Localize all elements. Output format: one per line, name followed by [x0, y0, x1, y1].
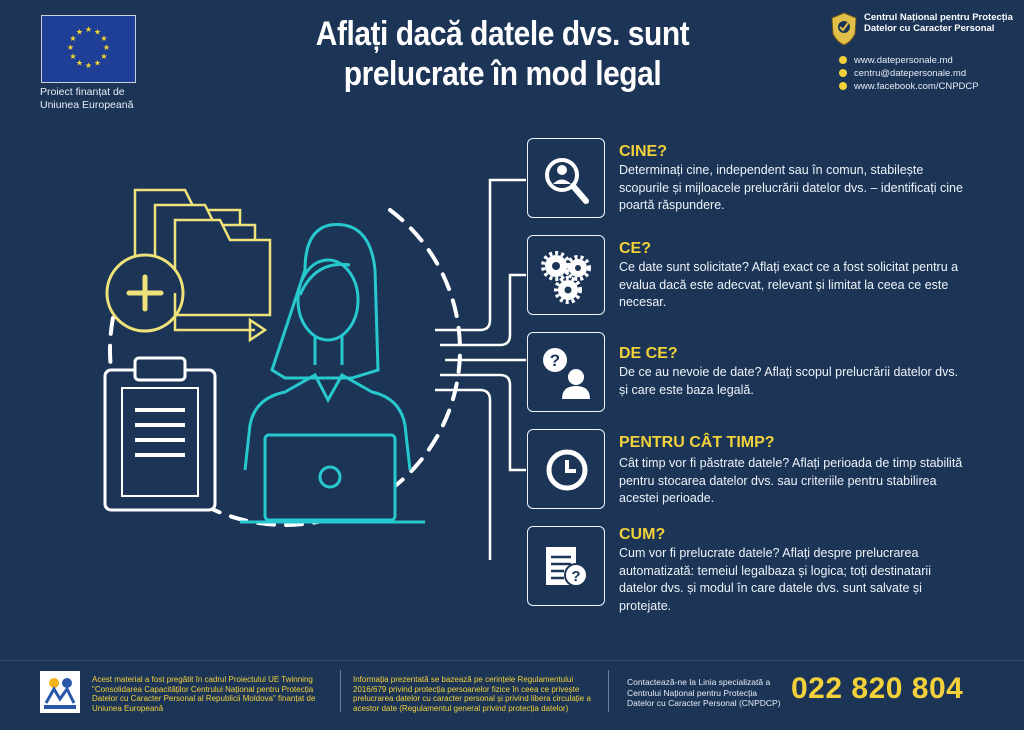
svg-text:★: ★	[69, 52, 77, 61]
footer-divider	[0, 660, 1024, 661]
svg-text:★: ★	[100, 52, 108, 61]
footer-contact-text: Contactează-ne la Linia specializată a Centrului Național pentru Protecția Datelor cu Caracter Personal (CNPDCP)	[627, 677, 781, 708]
svg-text:?: ?	[571, 568, 581, 585]
contact-website[interactable]	[839, 55, 953, 67]
contact-email-text: centru@datepersonale.md	[854, 68, 967, 79]
title-line-2: prelucrate în mod legal	[343, 55, 662, 93]
section-how-text: Cum vor fi prelucrate datele? Aflați despre prelucrarea automatizată: temeiul legalbaza și logica; toți destinatarii datelor dvs. și modul în care datele dvs. sunt salvate și protejate.	[619, 546, 931, 613]
page-title	[280, 14, 724, 94]
eu-flag-logo	[41, 15, 136, 83]
svg-text:?: ?	[549, 351, 561, 370]
contact-email[interactable]	[839, 68, 966, 80]
title-line-1: Aflați dacă datele dvs. sunt	[315, 15, 690, 53]
eu-funding-caption: Proiect finanțat de Uniunea Europeană	[40, 86, 134, 111]
why-icon-box	[527, 332, 605, 412]
document-question-icon	[528, 527, 606, 607]
twinning-logo	[40, 671, 80, 713]
data-processing-illustration	[60, 170, 530, 560]
section-who-title: CINE?	[619, 143, 667, 160]
svg-text:★: ★	[93, 27, 102, 37]
what-icon-box	[527, 235, 605, 315]
svg-text:★: ★	[93, 58, 102, 68]
section-who-text: Determinați cine, independent sau în comun, stabilește scopurile și mijloacele prelucrării datelor dvs. – identificați cine poartă răspundere.	[619, 163, 963, 212]
who-icon-box	[527, 138, 605, 218]
section-why-title: DE CE?	[619, 345, 678, 362]
section-how-title: CUM?	[619, 526, 666, 543]
section-what-text: Ce date sunt solicitate? Aflați exact ce a fost solicitat pentru a evalua dacă este adecvat, relevant și limitat la ceea ce este necesar.	[619, 260, 959, 309]
section-what-title: CE?	[619, 240, 651, 257]
clock-icon	[528, 430, 606, 510]
organization-name: Centrul Național pentru Protecția Datelor cu Caracter Personal	[864, 12, 1013, 34]
gears-icon	[528, 236, 606, 316]
globe-icon	[839, 56, 847, 64]
svg-text:★: ★	[66, 43, 75, 52]
contact-facebook-text: www.facebook.com/CNPDCP	[854, 81, 979, 92]
section-why-text: De ce au nevoie de date? Aflați scopul prelucrării datelor dvs. și care este baza legală.	[619, 365, 959, 397]
section-how-long-text: Cât timp vor fi păstrate datele? Aflați perioada de timp stabilită pentru stocarea datelor dvs. sau criteriile pentru stabilirea acestei perioade.	[619, 456, 963, 505]
contact-website-text: www.datepersonale.md	[854, 55, 953, 66]
svg-text:★: ★	[84, 61, 93, 70]
contact-facebook[interactable]	[839, 81, 979, 93]
svg-text:★: ★	[100, 34, 108, 43]
footer-twinning-text: Acest material a fost pregătit în cadrul Proiectului UE Twinning "Consolidarea Capacităților Centrului Național pentru Protecția Datelor cu Caracter Personal al Republicii Moldova" finanțat de Uniunea Europeană	[92, 675, 316, 713]
how-long-icon-box	[527, 429, 605, 509]
svg-text:★: ★	[75, 58, 84, 68]
facebook-icon	[839, 82, 847, 90]
svg-text:★: ★	[75, 27, 84, 37]
mail-icon	[839, 69, 847, 77]
question-person-icon	[528, 333, 606, 413]
clipboard-icon	[105, 358, 215, 510]
svg-text:★: ★	[102, 43, 111, 52]
search-person-icon	[528, 139, 606, 219]
svg-text:★: ★	[69, 34, 77, 43]
footer-regulation-text: Informația prezentată se bazează pe cerințele Regulamentului 2016/679 privind protecția persoanelor fizice în ceea ce privește prelucrarea datelor cu caracter personal și privind libera circulație a acestor date (Regulamentul general privind protecția datelor)	[353, 675, 591, 713]
how-icon-box	[527, 526, 605, 606]
svg-text:★: ★	[84, 25, 93, 34]
section-how-long-title: PENTRU CÂT TIMP?	[619, 434, 775, 451]
footer-separator-2	[608, 670, 609, 712]
footer-separator-1	[340, 670, 341, 712]
hotline-phone-number[interactable]: 022 820 804	[791, 672, 964, 705]
cnpdcp-logo	[831, 12, 857, 46]
